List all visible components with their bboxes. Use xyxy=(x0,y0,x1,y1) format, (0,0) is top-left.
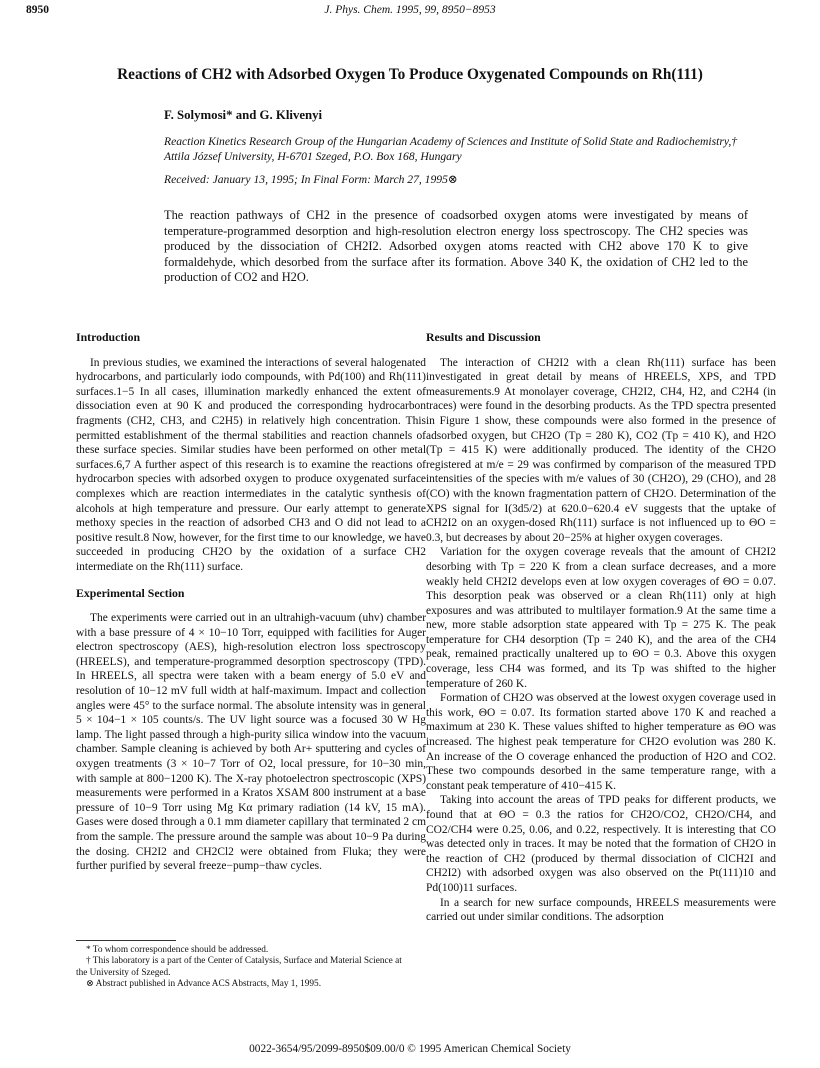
article-title: Reactions of CH2 with Adsorbed Oxygen To Produce Oxygenated Compounds on Rh(111) xyxy=(117,66,703,83)
experimental-heading: Experimental Section xyxy=(76,585,185,600)
footnote-laboratory: † This laboratory is a part of the Center of Catalysis, Surface and Material Science at the University of Szeged. xyxy=(76,956,402,978)
journal-citation: J. Phys. Chem. 1995, 99, 8950−8953 xyxy=(324,4,496,16)
page-number: 8950 xyxy=(26,4,49,16)
results-paragraph: In a search for new surface compounds, HREELS measurements were carried out under similar conditions. The adsorption xyxy=(426,896,776,924)
footnote-abstract-published: ⊗ Abstract published in Advance ACS Abstracts, May 1, 1995. xyxy=(86,979,322,990)
results-paragraph: Taking into account the areas of TPD peaks for different products, we found that at ΘO = 0.3 the ratios for CH2O/CO2, CH2O/CH4, and CO2/CH4 were 0.25, 0.06, and 0.22, respectively. It is interesting that CO was detected only in traces. It may be noted that the formation of CH2O in the reaction of CH2 (produced by thermal dissociation of ClCH2I and CH2I2) with adsorbed oxygen was also observed on the Pt(111)10 and Pd(100)11 surfaces. xyxy=(426,794,776,894)
results-paragraph: Formation of CH2O was observed at the lowest oxygen coverage used in this work, ΘO = 0.07. Its formation started above 170 K and reached a maximum at 230 K. These values shifted to higher temperature as ΘO was increased. The highest peak temperature for CH2O evolution was 280 K. An increase of the O coverage enhanced the production of H2O and CO2. These two compounds desorbed in the same temperature range, with a constant peak temperature of 410−415 K. xyxy=(426,692,776,792)
page-footer: 0022-3654/95/2099-8950$09.00/0 © 1995 American Chemical Society xyxy=(249,1043,571,1055)
footnote-divider xyxy=(76,940,176,941)
right-column xyxy=(426,330,776,925)
footnote-correspondence: * To whom correspondence should be addressed. xyxy=(86,945,269,955)
introduction-heading: Introduction xyxy=(76,330,141,344)
results-paragraph: The interaction of CH2I2 with a clean Rh(111) surface has been investigated in great detail by means of HREELS, XPS, and TPD measurements.9 At monolayer coverage, CH2I2, CH4, H2, and C2H4 (in traces) were found in the desorbing products. As the TPD spectra presented in Figure 1 show, these compounds were also formed in the presence of adsorbed oxygen, but CH2O (Tp = 280 K), CO2 (Tp = 410 K), and H2O (Tp = 415 K) were additionally produced. The identity of the CH2O registered at m/e = 29 was confirmed by comparison of the measured TPD intensities of the species with m/e values of 30 (CH2O), 29 (CHO), and 28 (CO) with the known fragmentation pattern of CH2O. Determination of the XPS signal for I(3d5/2) at 620.0−620.4 eV suggests that the uptake of CH2I2 on an oxygen-dosed Rh(111) surface is not influenced up to ΘO = 0.3, but decreases by about 20−25% at higher oxygen coverages. xyxy=(426,356,776,544)
introduction-paragraph: In previous studies, we examined the interactions of several halogenated hydrocarbons, and particularly iodo compounds, with Pd(100) and Rh(111) surfaces.1−5 In all cases, illumination markedly enhanced the extent of dissociation even at 90 K and produced the corresponding hydrocarbon fragments (CH2, CH3, and C2H5) in relatively high concentration. This permitted establishment of the thermal stabilities and reaction channels of these surface species. Similar studies have been performed on other metal surfaces.6,7 A further aspect of this research is to examine the reactions of hydrocarbon species with adsorbed oxygen to produce oxygenated surface complexes which are reaction intermediates in the catalytic synthesis of alcohols at high temperature and pressure. Our early attempt to generate methoxy species in the reaction of adsorbed CH3 and O did not lead to a positive result.8 Now, however, for the first time to our knowledge, we have succeeded in producing CH2O by the oxidation of a surface CH2 intermediate on the Rh(111) surface. xyxy=(76,356,426,573)
left-column xyxy=(76,330,426,874)
experimental-paragraph: The experiments were carried out in an ultrahigh-vacuum (uhv) chamber with a base pressure of 4 × 10−10 Torr, equipped with facilities for Auger electron spectroscopy (AES), high-resolution electron loss spectroscopy (HREELS), and temperature-programmed desorption spectroscopy (TPD). In HREELS, all spectra were taken with a beam energy of 5.0 eV and resolution of 10−12 mV full width at half-maximum. Impact and collection angles were 45° to the surface normal. The absolute intensity was in general 5 × 104−1 × 105 counts/s. The UV light source was a focused 30 W Hg lamp. The light passed through a high-purity silica window into the vacuum chamber. Sample cleaning is achieved by both Ar+ sputtering and cycles of oxygen treatments (3 × 10−7 Torr of O2, local pressure, for 10−30 min, with sample at 800−1200 K). The X-ray photoelectron spectroscopic (XPS) measurements were performed in a Kratos XSAM 800 instrument at a base pressure of 10−9 Torr using Mg Kα primary radiation (14 kV, 15 mA). Gases were dosed through a 0.1 mm diameter capillary that terminated 2 cm from the sample. The pressure around the sample was about 10−9 Pa during the dosing. CH2I2 and CH2Cl2 were obtained from Fluka; they were further purified by several freeze−pump−thaw cycles. xyxy=(76,612,426,873)
results-heading: Results and Discussion xyxy=(426,330,541,344)
authors: F. Solymosi* and G. Klivenyi xyxy=(164,108,323,122)
results-paragraph: Variation for the oxygen coverage reveals that the amount of CH2I2 desorbing with Tp = 220 K from a clean surface decreases, and a more weakly held CH2I2 develops even at low oxygen coverages of ΘO = 0.07. This desorption peak was observed or a clean Rh(111) only at high exposures and was attributed to multilayer formation.9 At the same time a new, more stable adsorption state appeared with Tp = 275 K. The peak temperature for CH4 desorption (Tp = 240 K), and the area of the CH4 peak, remained practically unaltered up to ΘO = 0.3. Above this oxygen coverage, less CH4 was formed, and its Tp was shifted to the higher temperature of 260 K. xyxy=(426,546,776,690)
affiliation: Reaction Kinetics Research Group of the Hungarian Academy of Sciences and Institute of Solid State and Radiochemistry,† Attila József University, H-6701 Szeged, P.O. Box 168, Hungary xyxy=(164,135,738,163)
footnotes xyxy=(76,940,406,991)
abstract: The reaction pathways of CH2 in the presence of coadsorbed oxygen atoms were investigated by means of temperature-programmed desorption and high-resolution electron energy loss spectroscopy. The CH2 species was produced by the dissociation of CH2I2. Adsorbed oxygen atoms reacted with CH2 above 170 K to give formaldehyde, which desorbed from the surface after its formation. Above 340 K, the oxidation of CH2 led to the production of CO2 and H2O. xyxy=(164,208,748,285)
page-header xyxy=(26,4,794,22)
received-dates: Received: January 13, 1995; In Final Form: March 27, 1995⊗ xyxy=(164,173,458,186)
